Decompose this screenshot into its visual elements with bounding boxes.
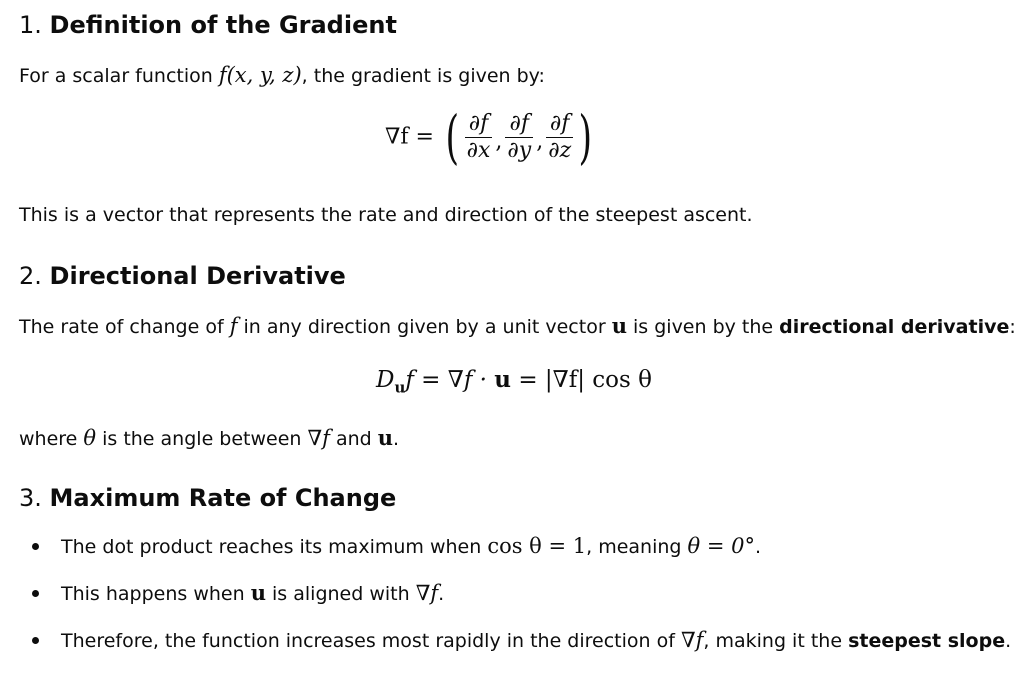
intro-text-suffix: , the gradient is given by:: [301, 65, 545, 87]
math-theta: θ: [83, 426, 97, 450]
directional-derivative-equation: [376, 366, 652, 397]
bullet-text: , making it the: [703, 630, 849, 652]
equation-middle: f = ∇f ·: [405, 367, 495, 393]
bullet-text: , meaning: [586, 536, 688, 558]
bullet-text: The dot product reaches its maximum when: [61, 536, 488, 558]
list-item: [19, 580, 1011, 627]
bullet-text: Therefore, the function increases most rapidly in the direction of: [61, 630, 681, 652]
bullet-text: This happens when: [61, 583, 251, 605]
partial-y-fraction: [505, 112, 533, 163]
comma: ,: [495, 128, 503, 154]
partial-y-numerator: ∂f: [505, 112, 533, 138]
intro-text-prefix: For a scalar function: [19, 65, 219, 87]
after-text: .: [393, 428, 400, 450]
partial-z-denominator: ∂z: [548, 137, 572, 163]
bullet-icon: [32, 590, 39, 597]
partial-y-denominator: ∂y: [507, 137, 532, 163]
math-gradient-f: ∇f: [415, 581, 439, 605]
section-3-heading: [19, 483, 396, 513]
section-2-heading: [19, 261, 346, 291]
math-unit-vector-u: u: [250, 580, 266, 605]
bullet-text: .: [754, 536, 762, 558]
section-3-number: 3.: [19, 484, 42, 512]
after-text: and: [329, 428, 378, 450]
math-unit-vector-u: u: [611, 313, 627, 338]
after-text: where: [19, 428, 84, 450]
section-3-bullet-list: [19, 533, 1011, 674]
list-item: [19, 627, 1011, 674]
right-paren: ): [578, 103, 593, 171]
bullet-icon: [32, 637, 39, 644]
partial-z-fraction: [546, 112, 573, 163]
math-f: f: [229, 314, 238, 338]
equation-d: D: [376, 367, 395, 393]
intro-text: is given by the: [626, 316, 780, 338]
bullet-text: .: [1005, 630, 1012, 652]
section-2-number: 2.: [19, 262, 42, 290]
partial-x-numerator: ∂f: [465, 112, 493, 138]
section-3-title: Maximum Rate of Change: [49, 484, 397, 512]
equation-tail: = |∇f| cos θ: [511, 367, 652, 393]
section-2-title: Directional Derivative: [49, 262, 346, 290]
bold-term-steepest-slope: steepest slope: [848, 630, 1006, 652]
math-cos-theta-equals-1: cos θ = 1: [487, 534, 587, 558]
after-text: is the angle between: [96, 428, 308, 450]
left-paren: (: [445, 103, 460, 171]
math-gradient-f: ∇f: [680, 628, 704, 652]
list-item: [19, 533, 1011, 580]
gradient-equation: [385, 103, 597, 171]
section-2-intro: [19, 313, 1016, 340]
intro-math-function: f(x, y, z): [218, 63, 302, 87]
intro-text: :: [1009, 316, 1016, 338]
bullet-text: is aligned with: [265, 583, 416, 605]
intro-text: The rate of change of: [19, 316, 230, 338]
bullet-icon: [32, 543, 39, 550]
section-1-after: This is a vector that represents the rate and direction of the steepest ascent.: [19, 204, 753, 226]
partial-x-denominator: ∂x: [466, 137, 491, 163]
section-1-title: Definition of the Gradient: [49, 11, 397, 39]
section-2-after: [19, 425, 399, 452]
equation-u: u: [494, 366, 512, 393]
partial-z-numerator: ∂f: [546, 112, 573, 138]
bullet-text: .: [438, 583, 445, 605]
section-1-heading: [19, 10, 397, 40]
section-1-number: 1.: [19, 11, 42, 39]
bold-term-directional-derivative: directional derivative: [779, 316, 1010, 338]
intro-text: in any direction given by a unit vector: [237, 316, 612, 338]
math-theta-equals-0: θ = 0°: [687, 534, 755, 558]
equation-sub-u: u: [394, 378, 406, 397]
comma: ,: [536, 128, 544, 154]
partial-x-fraction: [465, 112, 493, 163]
math-unit-vector-u: u: [377, 425, 394, 450]
math-gradient-f: ∇f: [307, 426, 330, 450]
section-1-intro: [19, 62, 545, 89]
gradient-lhs: ∇f =: [385, 124, 434, 150]
